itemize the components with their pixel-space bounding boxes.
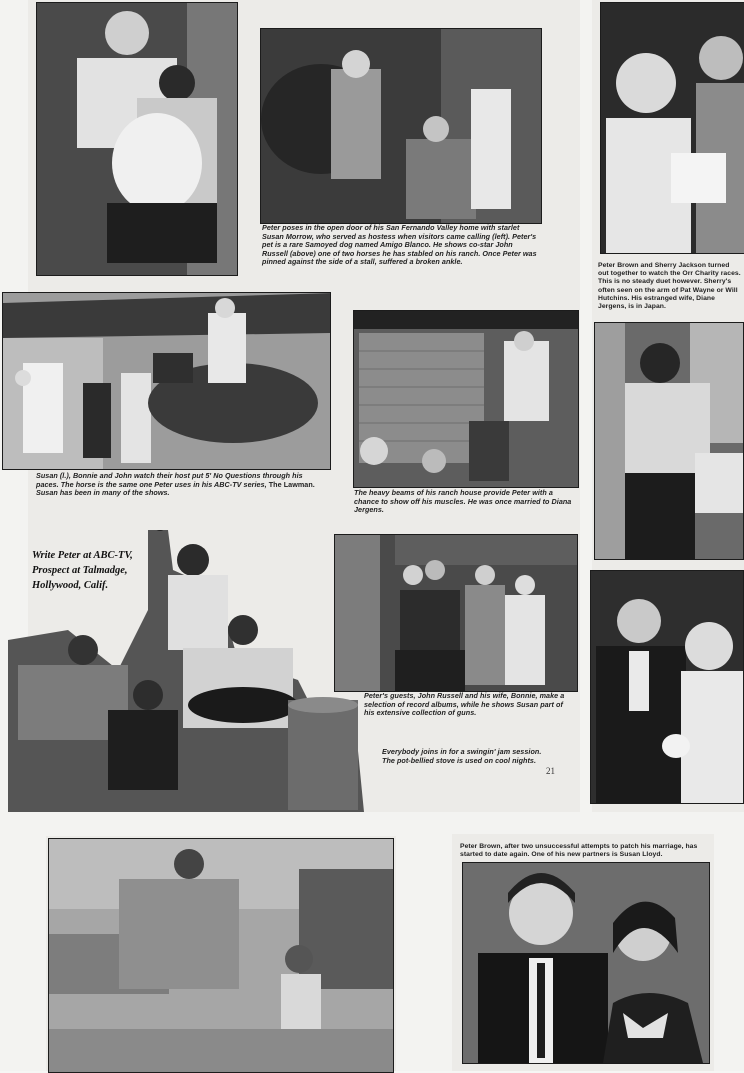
photo-riding-horse: [2, 292, 331, 470]
caption-guests-records: Peter's guests, John Russell and his wife, Bonnie, make a selection of record albums, while he shows Susan part of his extensive collection of guns.: [364, 691, 565, 718]
caption-susan-horse: [36, 472, 326, 498]
photo-jam-session: [8, 530, 364, 812]
photo-guests-records: [334, 534, 578, 692]
page-number: 21: [546, 766, 555, 776]
contact-line-3: Hollywood, Calif.: [32, 580, 109, 591]
photo-peter-and-susan-lloyd: [462, 862, 710, 1064]
show-title-the-lawman: The Lawman.: [268, 479, 315, 489]
photo-western-set: [48, 838, 394, 1073]
caption-jam-session: Everybody joins in for a swingin' jam session. The pot-bellied stove is used on cool nights.: [382, 747, 542, 765]
caption-susan-horse-part1: Susan (l.), Bonnie and John watch their host put 5' No Questions through his paces. The horse is the same one Peter uses in his ABC-TV series,: [36, 471, 303, 489]
contact-line-2: Prospect at Talmadge,: [32, 565, 128, 576]
photo-susan-with-dog: [36, 2, 238, 276]
photo-peter-and-date: [590, 570, 744, 804]
caption-horse-stable: Peter poses in the open door of his San Fernando Valley home with starlet Susan Morrow, who served as hostess when visitors came calling (left). Peter's pet is a rare Samoyed dog named Amigo Blanco. He shows co-star John Russell (above) one of two horses he has stabled on his ranch. Once Peter was pinned against the side of a stall, suffered a broken ankle.: [262, 223, 537, 267]
caption-susan-horse-part2: Susan has been in many of the shows.: [36, 488, 170, 498]
contact-line-1: Write Peter at ABC-TV,: [32, 550, 133, 561]
caption-peter-dating: Peter Brown, after two unsuccessful attempts to patch his marriage, has started to date again. One of his new partners is Susan Lloyd.: [460, 843, 698, 859]
photo-peter-and-sherry: [600, 2, 744, 254]
photo-horse-stable: [260, 28, 542, 224]
caption-sherry-jackson: Peter Brown and Sherry Jackson turned out together to watch the Orr Charity races. This is no steady duet however. Sherry's often seen on the arm of Pat Wayne or Will Hutchins. His estranged wife, Diane Jergens, is in Japan.: [598, 262, 741, 311]
photo-ranch-beams: [353, 310, 579, 488]
caption-ranch-beams: The heavy beams of his ranch house provide Peter with a chance to show off his muscles. He was once married to Diana Jergens.: [354, 488, 572, 515]
photo-peter-muscles: [594, 322, 744, 560]
